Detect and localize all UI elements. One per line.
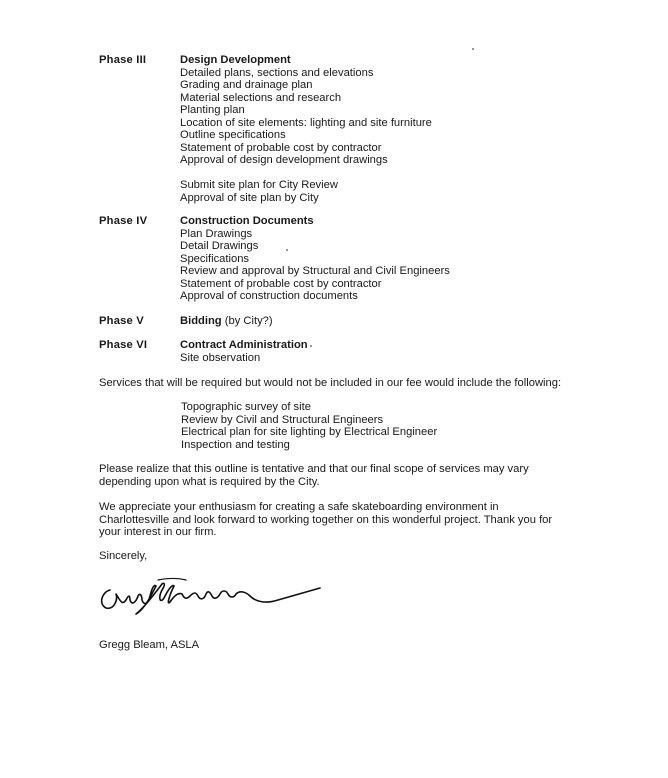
phase-iii-item: Grading and drainage plan — [180, 79, 313, 91]
services-list — [181, 401, 621, 451]
service-item: Electrical plan for site lighting by Electrical Engineer — [181, 426, 438, 438]
phase-iii-item: Material selections and research — [180, 91, 342, 104]
service-item: Topographic survey of site — [181, 401, 311, 413]
phase-iii-item: Outline specifications — [180, 129, 286, 141]
phase-iii-item: Submit site plan for City Review — [180, 179, 338, 191]
phase-vi-body — [180, 339, 660, 364]
tentative-paragraph: Please realize that this outline is tentative and that our final scope of services may vary depending upon what is required by the City. — [99, 463, 529, 488]
phase-iv-item: Plan Drawings — [180, 227, 253, 240]
scan-speck — [310, 345, 312, 347]
phase-iii-title: Design Development — [180, 54, 291, 66]
phase-v-body — [180, 315, 660, 328]
phase-v-note: (by City?) — [221, 315, 273, 327]
phase-iii-item: Statement of probable cost by contractor — [180, 141, 382, 154]
signature — [96, 570, 326, 620]
phase-iv-title: Construction Documents — [180, 215, 314, 227]
closing: Sincerely, — [99, 550, 148, 562]
phase-iv-item: Specifications — [180, 252, 250, 265]
scan-speck — [472, 48, 474, 50]
phase-v-title: Bidding — [180, 315, 222, 327]
signer-name: Gregg Bleam, ASLA — [99, 639, 200, 651]
phase-vi-label: Phase VI — [99, 339, 148, 351]
phase-iii-item: Location of site elements: lighting and site furniture — [180, 116, 432, 129]
phase-iii-item: Planting plan — [180, 104, 245, 116]
phase-iv-item: Detail Drawings — [180, 240, 259, 252]
services-intro: Services that will be required but would not be included in our fee would include the following: — [99, 377, 562, 389]
phase-iii-item: Approval of design development drawings — [180, 154, 388, 166]
service-item: Inspection and testing — [181, 438, 290, 451]
phase-vi-title: Contract Administration — [180, 339, 308, 351]
phase-iv-body — [180, 215, 660, 303]
service-item: Review by Civil and Structural Engineers — [181, 413, 384, 426]
phase-iii-item: Approval of site plan by City — [180, 191, 319, 204]
phase-iii-body — [180, 54, 660, 204]
phase-iii-item: Detailed plans, sections and elevations — [180, 66, 374, 79]
phase-iv-item: Statement of probable cost by contractor — [180, 277, 382, 290]
phase-v-label: Phase V — [99, 315, 144, 327]
phase-vi-item: Site observation — [180, 351, 261, 364]
phase-iv-item: Review and approval by Structural and Civil Engineers — [180, 265, 450, 277]
appreciation-paragraph: We appreciate your enthusiasm for creating a safe skateboarding environment in Charlottesville and look forward to working together on this wonderful project. Thank you for your interest in our firm. — [99, 501, 553, 538]
scan-speck — [286, 249, 288, 251]
phase-iii-label: Phase III — [99, 54, 147, 66]
phase-iv-item: Approval of construction documents — [180, 290, 358, 302]
phase-iv-label: Phase IV — [99, 215, 148, 227]
